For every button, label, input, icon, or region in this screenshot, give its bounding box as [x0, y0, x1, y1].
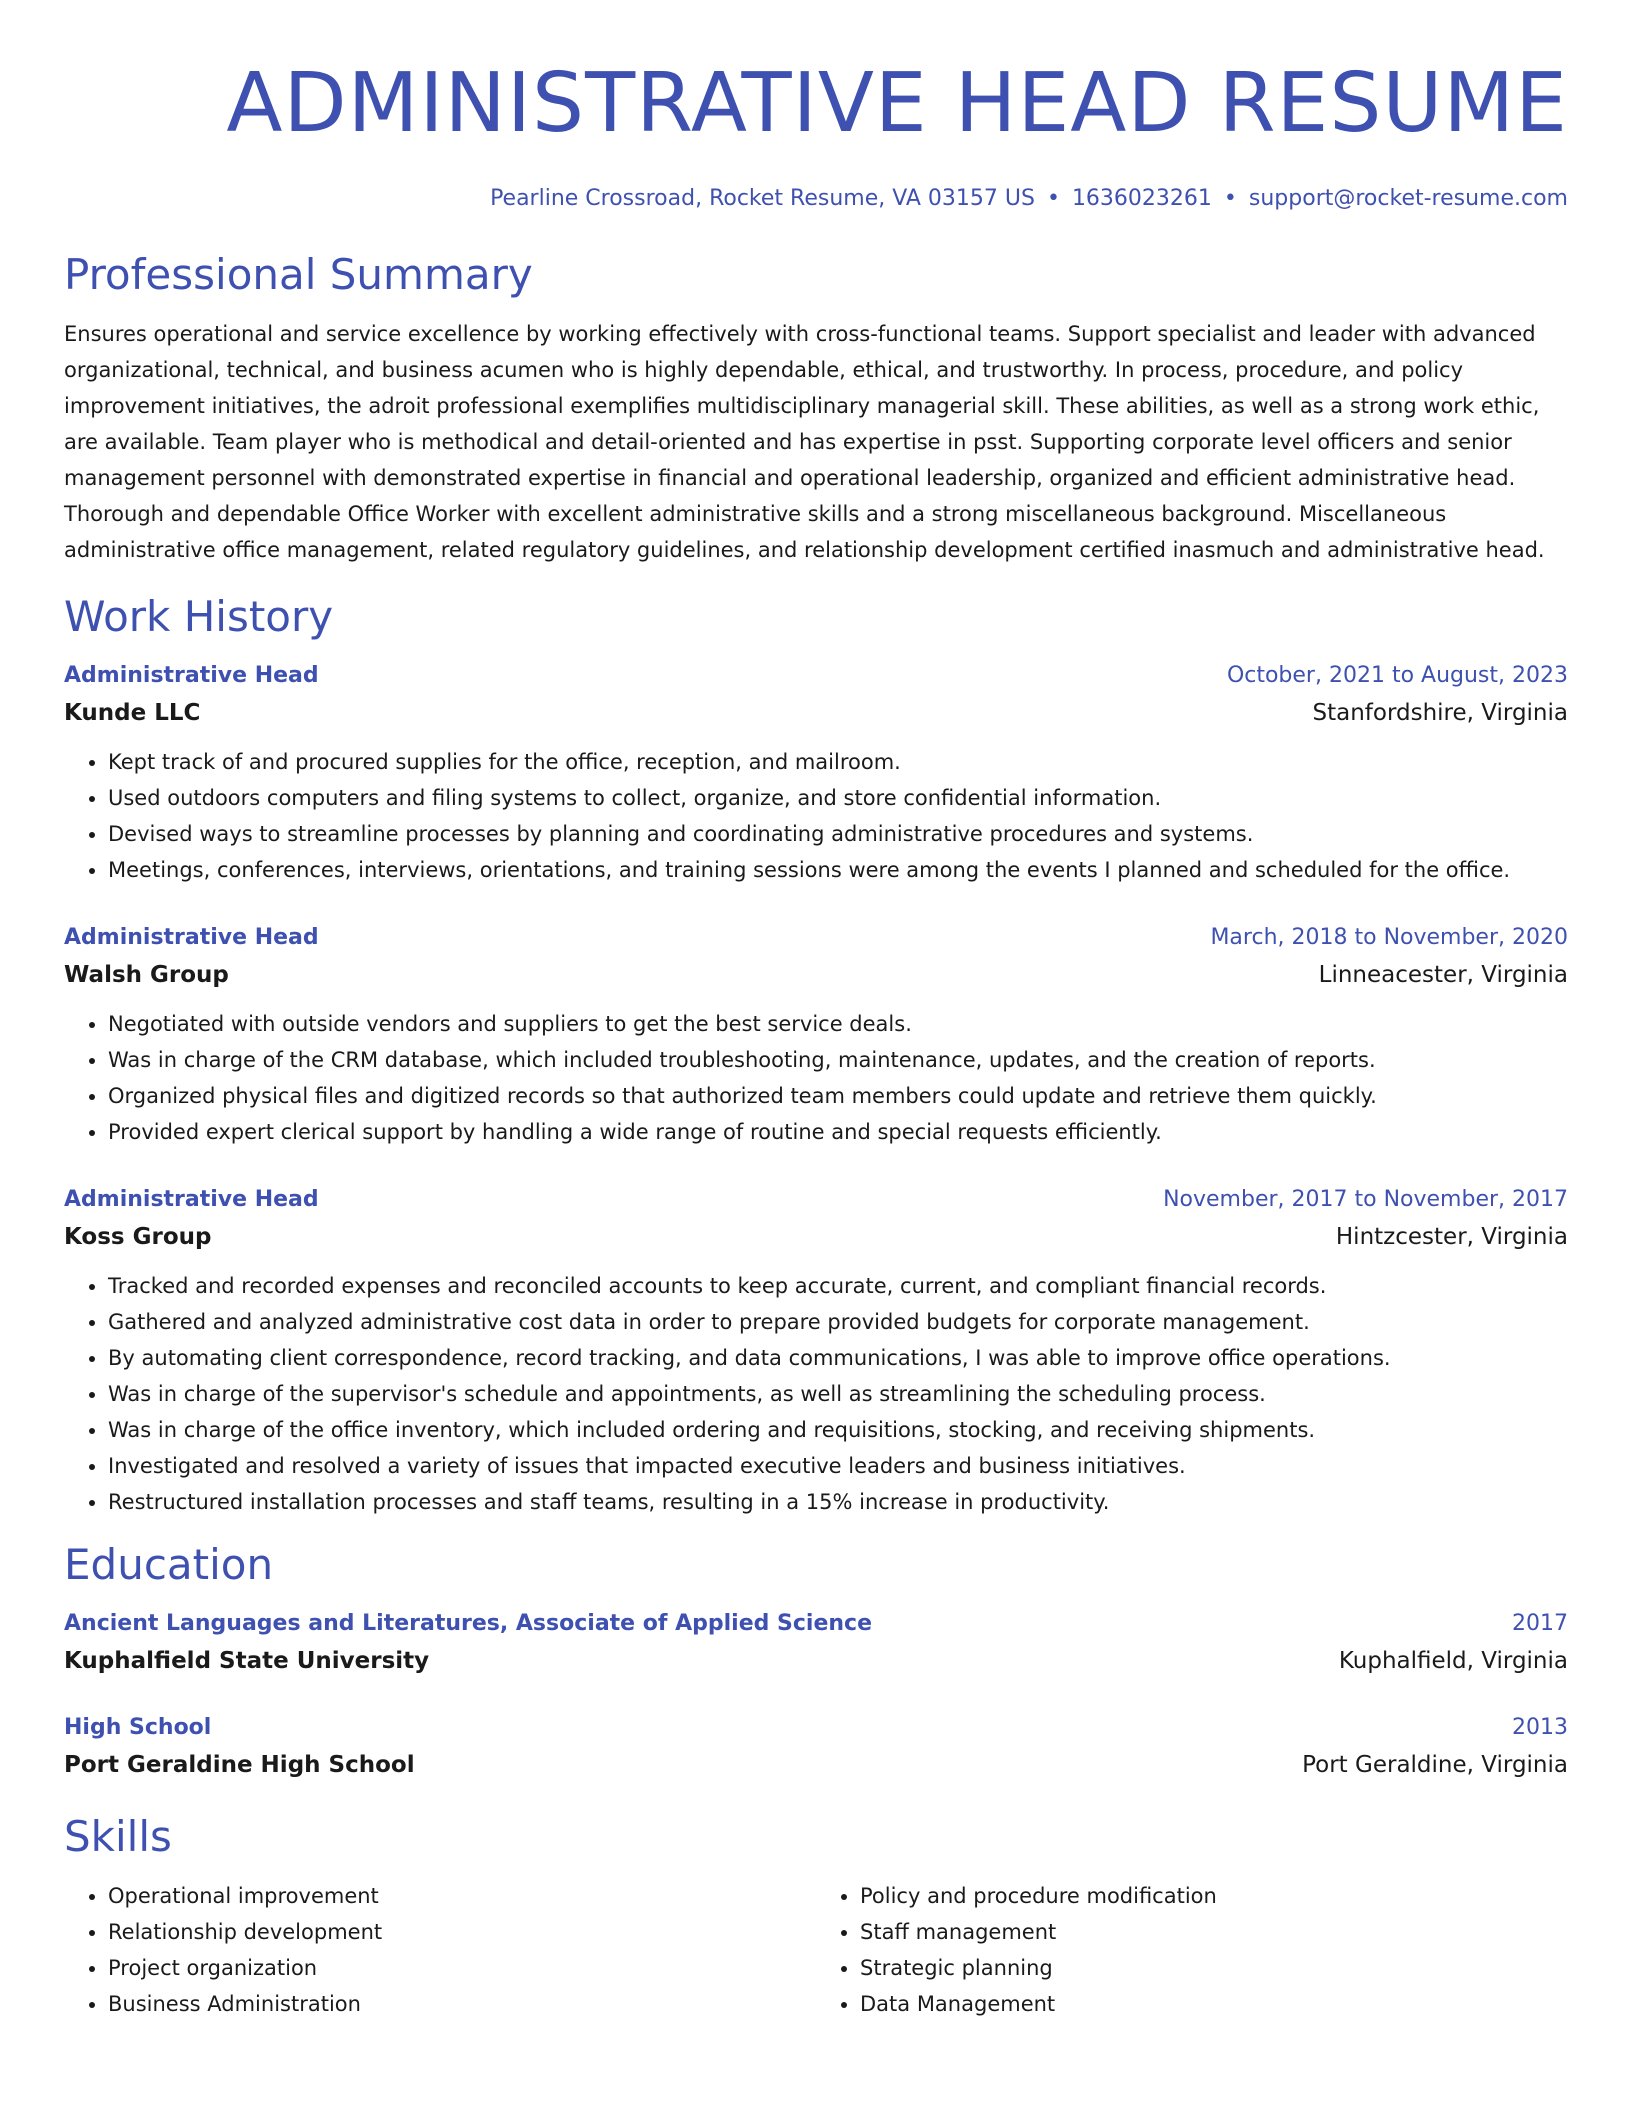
contact-separator: •	[1223, 186, 1237, 211]
skill-item: • Operational improvement	[108, 1878, 816, 1914]
skill-item: • Relationship development	[108, 1914, 816, 1950]
education-entry	[64, 1710, 1568, 1784]
job-header-row	[64, 920, 1568, 956]
education-year: 2017	[1512, 1611, 1568, 1636]
skill-item: • Policy and procedure modification	[860, 1878, 1568, 1914]
job-bullet: • Provided expert clerical support by handling a wide range of routine and special requests efficiently.	[108, 1114, 1568, 1150]
job-company: Walsh Group	[64, 962, 229, 988]
job-company: Kunde LLC	[64, 700, 201, 726]
contact-separator: •	[1046, 186, 1060, 211]
job-location: Stanfordshire, Virginia	[1312, 700, 1568, 726]
job-dates: November, 2017 to November, 2017	[1163, 1187, 1568, 1212]
contact-line	[64, 184, 1568, 214]
job-company-row	[64, 956, 1568, 994]
contact-address: Pearline Crossroad, Rocket Resume, VA 03157 US	[490, 186, 1035, 211]
education-location: Port Geraldine, Virginia	[1302, 1752, 1568, 1778]
resume-title: ADMINISTRATIVE HEAD RESUME	[226, 56, 1568, 151]
work-history-heading: Work History	[64, 592, 334, 641]
contact-email: support@rocket-resume.com	[1248, 186, 1568, 211]
skill-item: • Strategic planning	[860, 1950, 1568, 1986]
job-dates: March, 2018 to November, 2020	[1210, 925, 1568, 950]
job-bullet: • Gathered and analyzed administrative cost data in order to prepare provided budgets for corporate management.	[108, 1304, 1568, 1340]
job-role: Administrative Head	[64, 1187, 319, 1212]
job-bullets	[64, 1268, 1568, 1520]
job-company: Koss Group	[64, 1224, 212, 1250]
job-bullets	[64, 1006, 1568, 1150]
education-year: 2013	[1512, 1715, 1568, 1740]
contact-phone: 1636023261	[1071, 186, 1212, 211]
job-bullet: • Kept track of and procured supplies for the office, reception, and mailroom.	[108, 744, 1568, 780]
job-bullet: • Used outdoors computers and filing systems to collect, organize, and store confidential information.	[108, 780, 1568, 816]
job-dates: October, 2021 to August, 2023	[1226, 663, 1568, 688]
job-company-row	[64, 1218, 1568, 1256]
job-bullet: • By automating client correspondence, record tracking, and data communications, I was able to improve office operations.	[108, 1340, 1568, 1376]
job-location: Linneacester, Virginia	[1318, 962, 1568, 988]
education-school-row	[64, 1746, 1568, 1784]
education-degree: High School	[64, 1715, 212, 1740]
job-role: Administrative Head	[64, 663, 319, 688]
job-bullet: • Tracked and recorded expenses and reconciled accounts to keep accurate, current, and compliant financial records.	[108, 1268, 1568, 1304]
job-bullet: • Was in charge of the office inventory, which included ordering and requisitions, stocking, and receiving shipments.	[108, 1412, 1568, 1448]
job-entry	[64, 920, 1568, 1150]
job-bullet: • Was in charge of the CRM database, which included troubleshooting, maintenance, updates, and the creation of reports.	[108, 1042, 1568, 1078]
job-bullet: • Devised ways to streamline processes by planning and coordinating administrative procedures and systems.	[108, 816, 1568, 852]
job-company-row	[64, 694, 1568, 732]
job-bullet: • Restructured installation processes and staff teams, resulting in a 15% increase in productivity.	[108, 1484, 1568, 1520]
education-school-row	[64, 1642, 1568, 1680]
education-school: Kuphalfield State University	[64, 1648, 430, 1674]
summary-text: Ensures operational and service excellence by working effectively with cross-functional teams. Support specialist and leader with advanced organizational, technical, and business acumen who is highly dependable, ethical, and trustworthy. In process, procedure, and policy improvement initiatives, the adroit professional exemplifies multidisciplinary managerial skill. These abilities, as well as a strong work ethic, are available. Team player who is methodical and detail-oriented and has expertise in psst. Supporting corporate level officers and senior management personnel with demonstrated expertise in financial and operational leadership, organized and efficient administrative head. Thorough and dependable Office Worker with excellent administrative skills and a strong miscellaneous background. Miscellaneous administrative office management, related regulatory guidelines, and relationship development certified inasmuch and administrative head.	[64, 322, 1545, 562]
job-location: Hintzcester, Virginia	[1335, 1224, 1568, 1250]
skill-item: • Project organization	[108, 1950, 816, 1986]
skills-heading: Skills	[64, 1812, 172, 1861]
skill-item: • Data Management	[860, 1986, 1568, 2022]
education-location: Kuphalfield, Virginia	[1338, 1648, 1568, 1674]
job-role: Administrative Head	[64, 925, 319, 950]
education-entry	[64, 1606, 1568, 1680]
job-bullet: • Negotiated with outside vendors and suppliers to get the best service deals.	[108, 1006, 1568, 1042]
education-header-row	[64, 1606, 1568, 1642]
education-degree: Ancient Languages and Literatures, Associate of Applied Science	[64, 1611, 873, 1636]
education-header-row	[64, 1710, 1568, 1746]
job-entry	[64, 658, 1568, 888]
job-bullet: • Investigated and resolved a variety of issues that impacted executive leaders and business initiatives.	[108, 1448, 1568, 1484]
summary-heading: Professional Summary	[64, 250, 533, 299]
education-heading: Education	[64, 1540, 274, 1589]
skills-columns	[64, 1878, 1568, 2022]
job-bullets	[64, 744, 1568, 888]
skill-item: • Business Administration	[108, 1986, 816, 2022]
skill-item: • Staff management	[860, 1914, 1568, 1950]
job-header-row	[64, 658, 1568, 694]
job-header-row	[64, 1182, 1568, 1218]
resume-page	[64, 0, 1568, 2022]
skills-left-list	[64, 1878, 816, 2022]
skills-right-list	[816, 1878, 1568, 2022]
job-bullet: • Organized physical files and digitized records so that authorized team members could update and retrieve them quickly.	[108, 1078, 1568, 1114]
job-bullet: • Meetings, conferences, interviews, orientations, and training sessions were among the events I planned and scheduled for the office.	[108, 852, 1568, 888]
job-bullet: • Was in charge of the supervisor's schedule and appointments, as well as streamlining the scheduling process.	[108, 1376, 1568, 1412]
education-school: Port Geraldine High School	[64, 1752, 415, 1778]
job-entry	[64, 1182, 1568, 1520]
